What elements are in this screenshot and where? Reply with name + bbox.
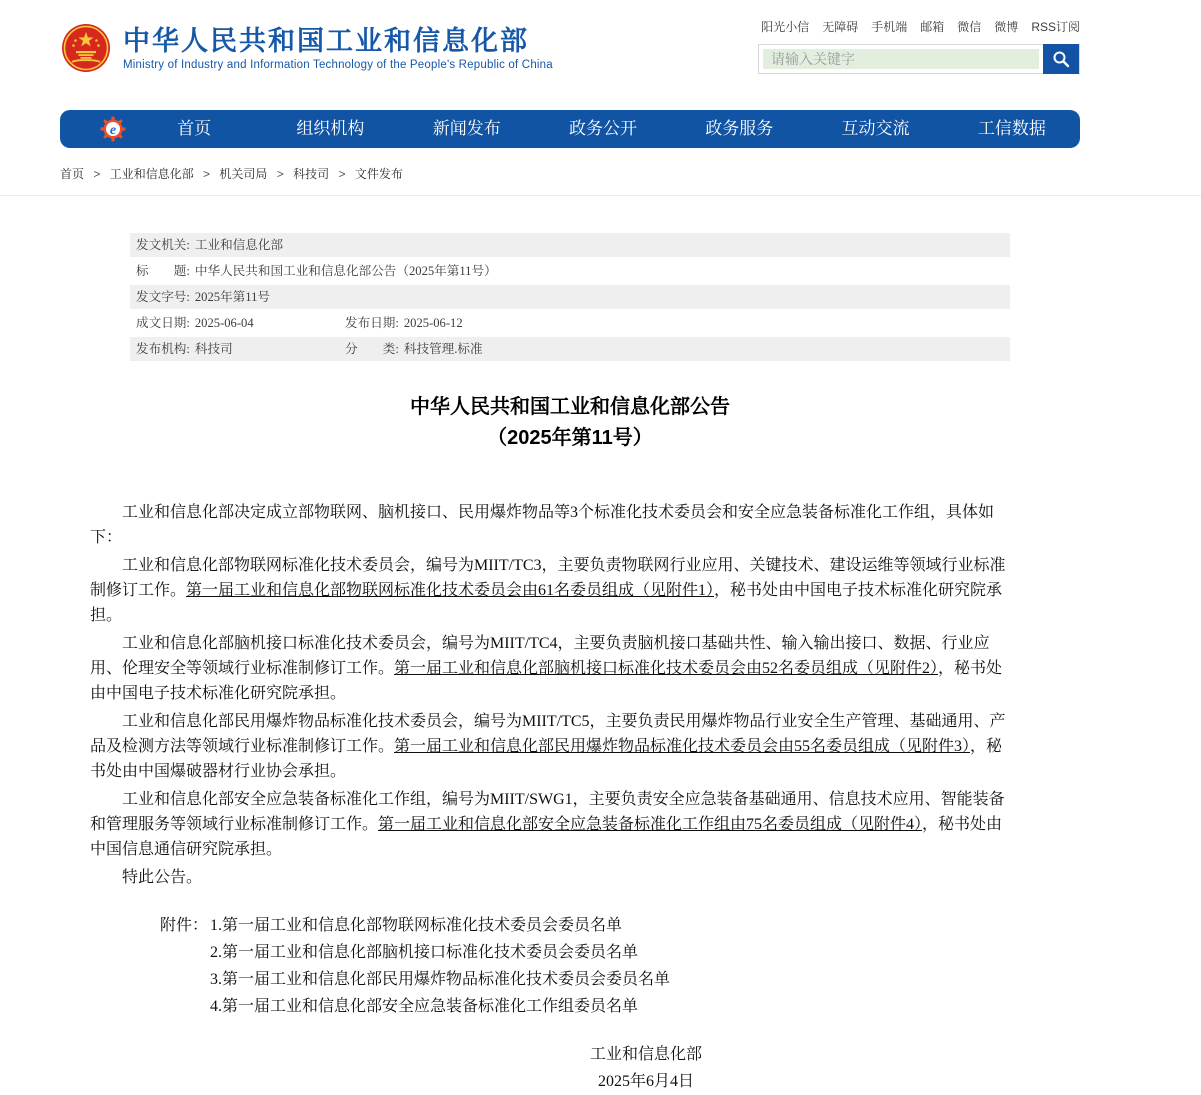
doc-paragraph-4	[90, 709, 1010, 784]
meta-cell	[136, 285, 270, 309]
breadcrumb-item-1[interactable]: 首页	[60, 167, 85, 181]
meta-label: 发布机构:	[136, 342, 190, 356]
doc-paragraph-5	[90, 787, 1010, 862]
meta-row	[130, 285, 1010, 309]
breadcrumb-item-5: 文件发布	[354, 167, 403, 181]
breadcrumb-item-3[interactable]: 机关司局	[219, 167, 268, 181]
attachment-item-2: 2.第一届工业和信息化部脑机接口标准化技术委员会委员名单	[210, 944, 639, 961]
miit-gear-logo-icon	[100, 116, 126, 142]
meta-row	[130, 337, 1010, 361]
divider	[0, 195, 1201, 196]
nav-item-1[interactable]: 首页	[177, 119, 212, 138]
meta-label: 发文机关:	[136, 238, 190, 252]
meta-cell	[136, 233, 283, 257]
signature-date: 2025年6月4日	[597, 1073, 694, 1090]
signature-org: 工业和信息化部	[589, 1046, 702, 1063]
top-link-3[interactable]: 手机端	[871, 20, 908, 34]
search-box	[758, 44, 1080, 74]
breadcrumb-separator: >	[335, 167, 349, 181]
doc-title-line2: （2025年第11号）	[487, 427, 653, 449]
underlined-text: 第一届工业和信息化部民用爆炸物品标准化技术委员会由55名委员组成（见附件3）	[394, 738, 971, 755]
site-subtitle: Ministry of Industry and Information Technology of the People's Republic of China	[123, 59, 553, 71]
meta-label: 成文日期:	[136, 316, 190, 330]
site-header	[0, 0, 1201, 100]
attachments-items	[210, 912, 670, 1020]
meta-cell	[345, 311, 463, 335]
meta-value: 科技管理.标准	[403, 342, 483, 356]
search-input[interactable]	[763, 49, 1039, 69]
top-link-4[interactable]: 邮箱	[920, 20, 945, 34]
nav-item-4[interactable]: 政务公开	[568, 119, 637, 138]
attachment-item-3: 3.第一届工业和信息化部民用爆炸物品标准化技术委员会委员名单	[210, 971, 671, 988]
doc-title	[60, 392, 1080, 454]
meta-value: 2025年第11号	[194, 290, 270, 304]
doc-paragraph-6	[90, 865, 1010, 890]
nav-item-6[interactable]: 互动交流	[841, 119, 910, 138]
breadcrumb-item-4[interactable]: 科技司	[293, 167, 330, 181]
body-text: ，秘书处由中国信息通信研究院承担。	[90, 816, 1003, 858]
main-nav	[60, 110, 1080, 148]
nav-item-5[interactable]: 政务服务	[705, 119, 774, 138]
top-links	[758, 18, 1080, 35]
search-button[interactable]	[1043, 44, 1079, 74]
body-text: 工业和信息化部安全应急装备标准化工作组，编号为MIIT/SWG1，主要负责安全应急装备基础通用、信息技术应用、智能装备和管理服务等领域行业标准制修订工作。	[90, 791, 1005, 833]
body-text: ，秘书处由中国电子技术标准化研究院承担。	[90, 582, 1003, 624]
nav-item-3[interactable]: 新闻发布	[432, 119, 501, 138]
search-icon	[1052, 50, 1070, 68]
attachment-item-4: 4.第一届工业和信息化部安全应急装备标准化工作组委员名单	[210, 998, 639, 1015]
meta-cell	[136, 311, 345, 335]
body-text: 特此公告。	[122, 869, 203, 886]
top-link-1[interactable]: 阳光小信	[761, 20, 810, 34]
meta-label: 标 题:	[136, 264, 190, 278]
meta-label: 发文字号:	[136, 290, 190, 304]
attachment-item-1: 1.第一届工业和信息化部物联网标准化技术委员会委员名单	[210, 917, 623, 934]
underlined-text: 第一届工业和信息化部脑机接口标准化技术委员会由52名委员组成（见附件2）	[394, 660, 939, 677]
top-link-7[interactable]: RSS订阅	[1031, 20, 1080, 34]
underlined-text: 第一届工业和信息化部安全应急装备标准化工作组由75名委员组成（见附件4）	[378, 816, 923, 833]
top-link-2[interactable]: 无障碍	[822, 20, 859, 34]
header-right	[758, 18, 1080, 74]
doc-paragraph-3	[90, 631, 1010, 706]
meta-value: 工业和信息化部	[194, 238, 284, 252]
document-area	[60, 233, 1080, 1095]
nav-items	[126, 110, 1080, 148]
attachments-label: 附件：	[160, 917, 209, 934]
doc-body	[90, 500, 1010, 890]
body-text: ，秘书处由中国电子技术标准化研究院承担。	[90, 660, 1003, 702]
doc-paragraph-1	[90, 500, 1010, 550]
body-text: 工业和信息化部决定成立部物联网、脑机接口、民用爆炸物品等3个标准化技术委员会和安全应急装备标准化工作组，具体如下：	[90, 504, 995, 546]
doc-paragraph-2	[90, 553, 1010, 628]
underlined-text: 第一届工业和信息化部物联网标准化技术委员会由61名委员组成（见附件1）	[186, 582, 715, 599]
site-brand-link[interactable]	[62, 24, 553, 72]
breadcrumb-separator: >	[90, 167, 104, 181]
meta-cell	[136, 337, 345, 361]
breadcrumb-separator: >	[199, 167, 214, 181]
doc-meta-table	[130, 233, 1010, 361]
national-emblem-icon	[62, 24, 110, 72]
meta-cell	[345, 337, 483, 361]
meta-row	[130, 259, 1010, 283]
top-link-5[interactable]: 微信	[957, 20, 982, 34]
meta-label: 发布日期:	[345, 316, 399, 330]
top-link-6[interactable]: 微博	[994, 20, 1019, 34]
meta-row	[130, 233, 1010, 257]
signature-block	[496, 1041, 796, 1095]
body-text: 工业和信息化部民用爆炸物品标准化技术委员会，编号为MIIT/TC5，主要负责民用爆炸物品行业安全生产管理、基础通用、产品及检测方法等领域行业标准制修订工作。	[90, 713, 1006, 755]
meta-row	[130, 311, 1010, 335]
body-text: ，秘书处由中国爆破器材行业协会承担。	[90, 738, 1003, 780]
meta-label: 分 类:	[345, 342, 399, 356]
meta-cell	[136, 259, 497, 283]
body-text: 工业和信息化部脑机接口标准化技术委员会，编号为MIIT/TC4，主要负责脑机接口基础共性、输入输出接口、数据、行业应用、伦理安全等领域行业标准制修订工作。	[90, 635, 990, 677]
nav-item-7[interactable]: 工信数据	[977, 119, 1046, 138]
attachments-block	[160, 912, 1080, 1020]
svg-text:e: e	[109, 123, 117, 138]
breadcrumb-item-2[interactable]: 工业和信息化部	[109, 167, 194, 181]
nav-item-2[interactable]: 组织机构	[296, 119, 365, 138]
meta-value: 2025-06-04	[194, 316, 254, 330]
site-title: 中华人民共和国工业和信息化部	[123, 26, 529, 56]
meta-value: 中华人民共和国工业和信息化部公告（2025年第11号）	[194, 264, 497, 278]
doc-title-line1: 中华人民共和国工业和信息化部公告	[410, 396, 730, 418]
breadcrumb	[60, 165, 1201, 195]
breadcrumb-separator: >	[273, 167, 288, 181]
meta-value: 2025-06-12	[403, 316, 463, 330]
body-text: 工业和信息化部物联网标准化技术委员会，编号为MIIT/TC3，主要负责物联网行业应用、关键技术、建设运维等领域行业标准制修订工作。	[90, 557, 1006, 599]
meta-value: 科技司	[194, 342, 233, 356]
